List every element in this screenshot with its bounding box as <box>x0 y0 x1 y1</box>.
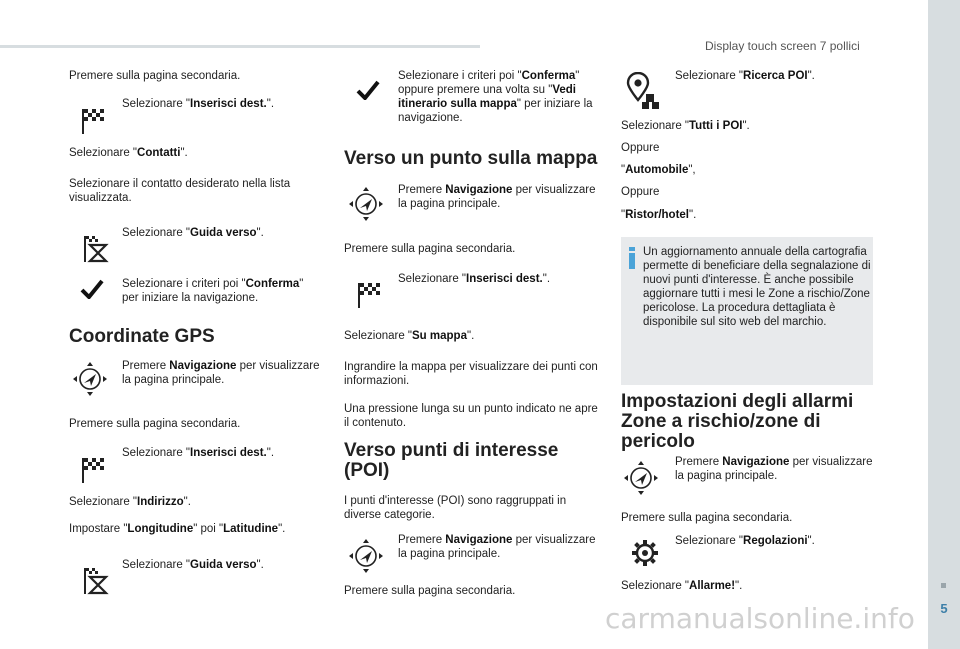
section-heading: Verso punti di interesse (POI) <box>344 440 559 481</box>
text-paragraph: Selezionare "Inserisci dest.". <box>398 273 551 285</box>
section-heading: Coordinate GPS <box>69 326 215 347</box>
watermark: carmanualsonline.info <box>605 602 915 635</box>
text-paragraph: Premere Navigazione per visualizzare la pagina principale. <box>398 184 596 210</box>
text-paragraph: Selezionare "Indirizzo". <box>69 496 191 508</box>
text-paragraph: Premere sulla pagina secondaria. <box>344 243 516 255</box>
text-paragraph: Selezionare "Allarme!". <box>621 580 743 592</box>
poi-search-icon[interactable] <box>624 72 660 110</box>
text-paragraph: Ingrandire la mappa per visualizzare dei punti con informazioni. <box>344 361 598 387</box>
text-paragraph: Impostare "Longitudine" poi "Latitudine". <box>69 523 286 535</box>
text-paragraph: Premere Navigazione per visualizzare la pagina principale. <box>122 360 320 386</box>
hourglass-icon[interactable] <box>82 567 110 595</box>
flag-icon[interactable] <box>356 281 384 309</box>
info-text: Un aggiornamento annuale della cartografia permette di beneficiare della segnalazione di nuovi punti d'interesse. È anche possibile aggiornare tutti i mesi le Zone a rischio/Zone pericolose. La procedura dettagliata è disponibile sul sito web del marchio. <box>643 246 871 328</box>
checkmark-icon[interactable] <box>356 80 380 100</box>
section-heading: Impostazioni degli allarmi Zone a rischio/zone di pericolo <box>621 391 854 452</box>
text-paragraph: I punti d'interesse (POI) sono raggruppati in diverse categorie. <box>344 495 567 521</box>
info-icon <box>628 247 636 269</box>
navigation-arrows-icon[interactable] <box>348 538 384 574</box>
text-paragraph: Oppure <box>621 186 660 198</box>
text-paragraph: "Ristor/hotel". <box>621 209 697 221</box>
text-paragraph: Premere sulla pagina secondaria. <box>621 512 793 524</box>
navigation-arrows-icon[interactable] <box>348 186 384 222</box>
text-paragraph: Selezionare i criteri poi "Conferma" per iniziare la navigazione. <box>122 278 304 304</box>
settings-gear-icon[interactable] <box>631 539 659 567</box>
text-paragraph: Premere Navigazione per visualizzare la pagina principale. <box>398 534 596 560</box>
text-paragraph: "Automobile", <box>621 164 696 176</box>
text-paragraph: Premere sulla pagina secondaria. <box>69 70 241 82</box>
navigation-arrows-icon[interactable] <box>72 361 108 397</box>
text-paragraph: Oppure <box>621 142 660 154</box>
hourglass-icon[interactable] <box>82 235 110 263</box>
text-paragraph: Premere Navigazione per visualizzare la pagina principale. <box>675 456 873 482</box>
text-paragraph: Premere sulla pagina secondaria. <box>69 418 241 430</box>
text-paragraph: Selezionare "Tutti i POI". <box>621 120 750 132</box>
text-paragraph: Selezionare "Ricerca POI". <box>675 70 815 82</box>
page-number: 5 <box>940 601 948 616</box>
flag-icon[interactable] <box>80 456 108 484</box>
text-paragraph: Selezionare "Inserisci dest.". <box>122 98 275 110</box>
checkmark-icon[interactable] <box>80 279 104 299</box>
text-paragraph: Selezionare "Inserisci dest.". <box>122 447 275 459</box>
text-paragraph: Selezionare i criteri poi "Conferma" oppure premere una volta su "Vedi itinerario sulla mappa" per iniziare la navigazione. <box>398 70 593 124</box>
sidebar-strip <box>928 0 960 649</box>
navigation-arrows-icon[interactable] <box>623 460 659 496</box>
text-paragraph: Selezionare "Regolazioni". <box>675 535 815 547</box>
text-paragraph: Selezionare "Contatti". <box>69 147 188 159</box>
header-title: Display touch screen 7 pollici <box>705 39 860 53</box>
text-paragraph: Selezionare "Guida verso". <box>122 227 264 239</box>
section-heading: Verso un punto sulla mappa <box>344 148 598 169</box>
info-box <box>621 237 873 385</box>
flag-icon[interactable] <box>80 107 108 135</box>
text-paragraph: Una pressione lunga su un punto indicato ne apre il contenuto. <box>344 403 598 429</box>
text-paragraph: Selezionare "Guida verso". <box>122 559 264 571</box>
text-paragraph: Selezionare il contatto desiderato nella lista visualizzata. <box>69 178 291 204</box>
page-marker <box>941 583 946 588</box>
text-paragraph: Premere sulla pagina secondaria. <box>344 585 516 597</box>
header-rule <box>0 45 480 48</box>
text-paragraph: Selezionare "Su mappa". <box>344 330 475 342</box>
